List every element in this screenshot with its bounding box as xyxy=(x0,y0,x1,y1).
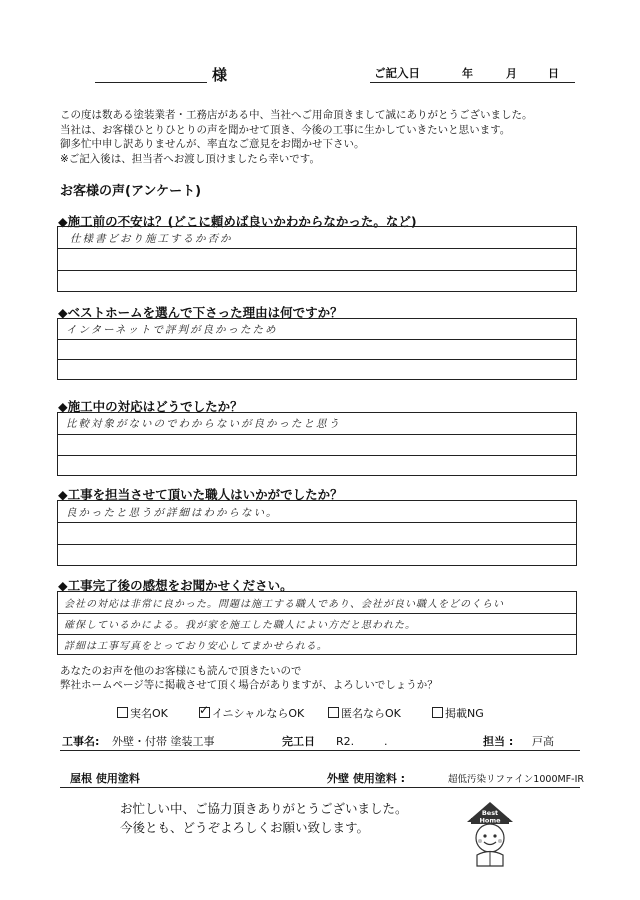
intro-line: 御多忙中申し訳ありませんが、率直なご意見をお聞かせ下さい。 xyxy=(60,138,365,150)
question-4-title: ◆工事を担当させて頂いた職人はいかがでしたか？ xyxy=(58,487,343,502)
wall-paint-label: 外壁 使用塗料 : xyxy=(327,772,406,785)
customer-name-line xyxy=(95,82,207,83)
option-initials[interactable]: ✓ イニシャルならOK xyxy=(199,705,304,721)
staff-label: 担当 : xyxy=(483,735,514,748)
svg-text:Best: Best xyxy=(481,809,499,817)
work-name: 外壁・付帯 塗装工事 xyxy=(112,735,215,748)
date-month: 月 xyxy=(506,67,517,80)
survey-title: お客様の声(アンケート) xyxy=(60,184,202,199)
work-underline xyxy=(60,750,580,751)
question-1-title: ◆施工前の不安は？(どこに頼めば良いかわからなかった。など) xyxy=(58,214,417,229)
intro-text xyxy=(60,108,600,166)
staff-value: 戸高 xyxy=(532,735,554,748)
answer-text: 良かったと思うが詳細はわからない。 xyxy=(66,507,279,519)
option-real-name[interactable]: 実名OK xyxy=(117,705,168,721)
checkbox-icon[interactable] xyxy=(328,707,339,718)
date-year: 年 xyxy=(462,67,473,80)
answer-text: 仕様書どおり施工するか否か xyxy=(70,233,233,245)
answer-text: 会社の対応は非常に良かった。問題は施工する職人であり、会社が良い職人をどのくらい xyxy=(64,599,504,610)
answer-text: 詳細は工事写真をとっており安心してまかせられる。 xyxy=(64,641,328,652)
checkbox-icon[interactable] xyxy=(117,707,128,718)
option-anonymous[interactable]: 匿名ならOK xyxy=(328,705,401,721)
permission-line-1: あなたのお声を他のお客様にも読んで頂きたいので xyxy=(60,665,302,677)
date-line xyxy=(370,82,575,83)
completion-value: R2. xyxy=(336,735,355,748)
answer-box-3 xyxy=(57,412,577,476)
question-5-title: ◆工事完了後の感想をお聞かせください。 xyxy=(58,578,293,593)
closing-line-2: 今後とも、どうぞよろしくお願い致します。 xyxy=(120,820,370,835)
intro-line: この度は数ある塗装業者・工務店がある中、当社へご用命頂きまして誠にありがとうございました。 xyxy=(60,109,533,121)
intro-line: ※ご記入後は、担当者へお渡し頂けましたら幸いです。 xyxy=(60,152,320,165)
roof-paint-label: 屋根 使用塗料 xyxy=(70,772,140,785)
checkbox-checked-icon[interactable] xyxy=(199,707,210,718)
svg-text:Home: Home xyxy=(479,816,501,825)
sama-label: 様 xyxy=(212,66,228,84)
best-home-mascot-icon xyxy=(465,800,515,868)
permission-line-2: 弊社ホームページ等に掲載させて頂く場合がありますが、よろしいでしょうか？ xyxy=(60,679,438,691)
answer-box-2 xyxy=(57,318,577,380)
question-3-title: ◆施工中の対応はどうでしたか？ xyxy=(58,399,243,414)
question-2-title: ◆ベストホームを選んで下さった理由は何ですか？ xyxy=(58,305,343,320)
answer-box-1 xyxy=(57,226,577,292)
date-day: 日 xyxy=(548,67,559,80)
closing-line-1: お忙しい中、ご協力頂きありがとうございました。 xyxy=(120,801,408,816)
completion-dot: . xyxy=(384,735,388,748)
option-no-publish[interactable]: 掲載NG xyxy=(432,705,484,721)
date-label: ご記入日 xyxy=(374,66,420,80)
answer-text: インターネットで評判が良かったため xyxy=(66,324,278,336)
answer-text: 確保しているかによる。我が家を施工した職人によい方だと思われた。 xyxy=(64,620,416,631)
answer-text: 比較対象がないのでわからないが良かったと思う xyxy=(66,418,341,430)
answer-box-5 xyxy=(57,591,577,655)
checkbox-icon[interactable] xyxy=(432,707,443,718)
completion-label: 完工日 xyxy=(282,735,315,748)
intro-line: 当社は、お客様ひとりひとりの声を聞かせて頂き、今後の工事に生かしていきたいと思います。 xyxy=(60,123,511,136)
wall-paint-value: 超低汚染リファイン1000MF-IR xyxy=(448,774,584,785)
paint-underline xyxy=(60,787,580,788)
answer-box-4 xyxy=(57,500,577,566)
work-label: 工事名: xyxy=(62,735,100,748)
